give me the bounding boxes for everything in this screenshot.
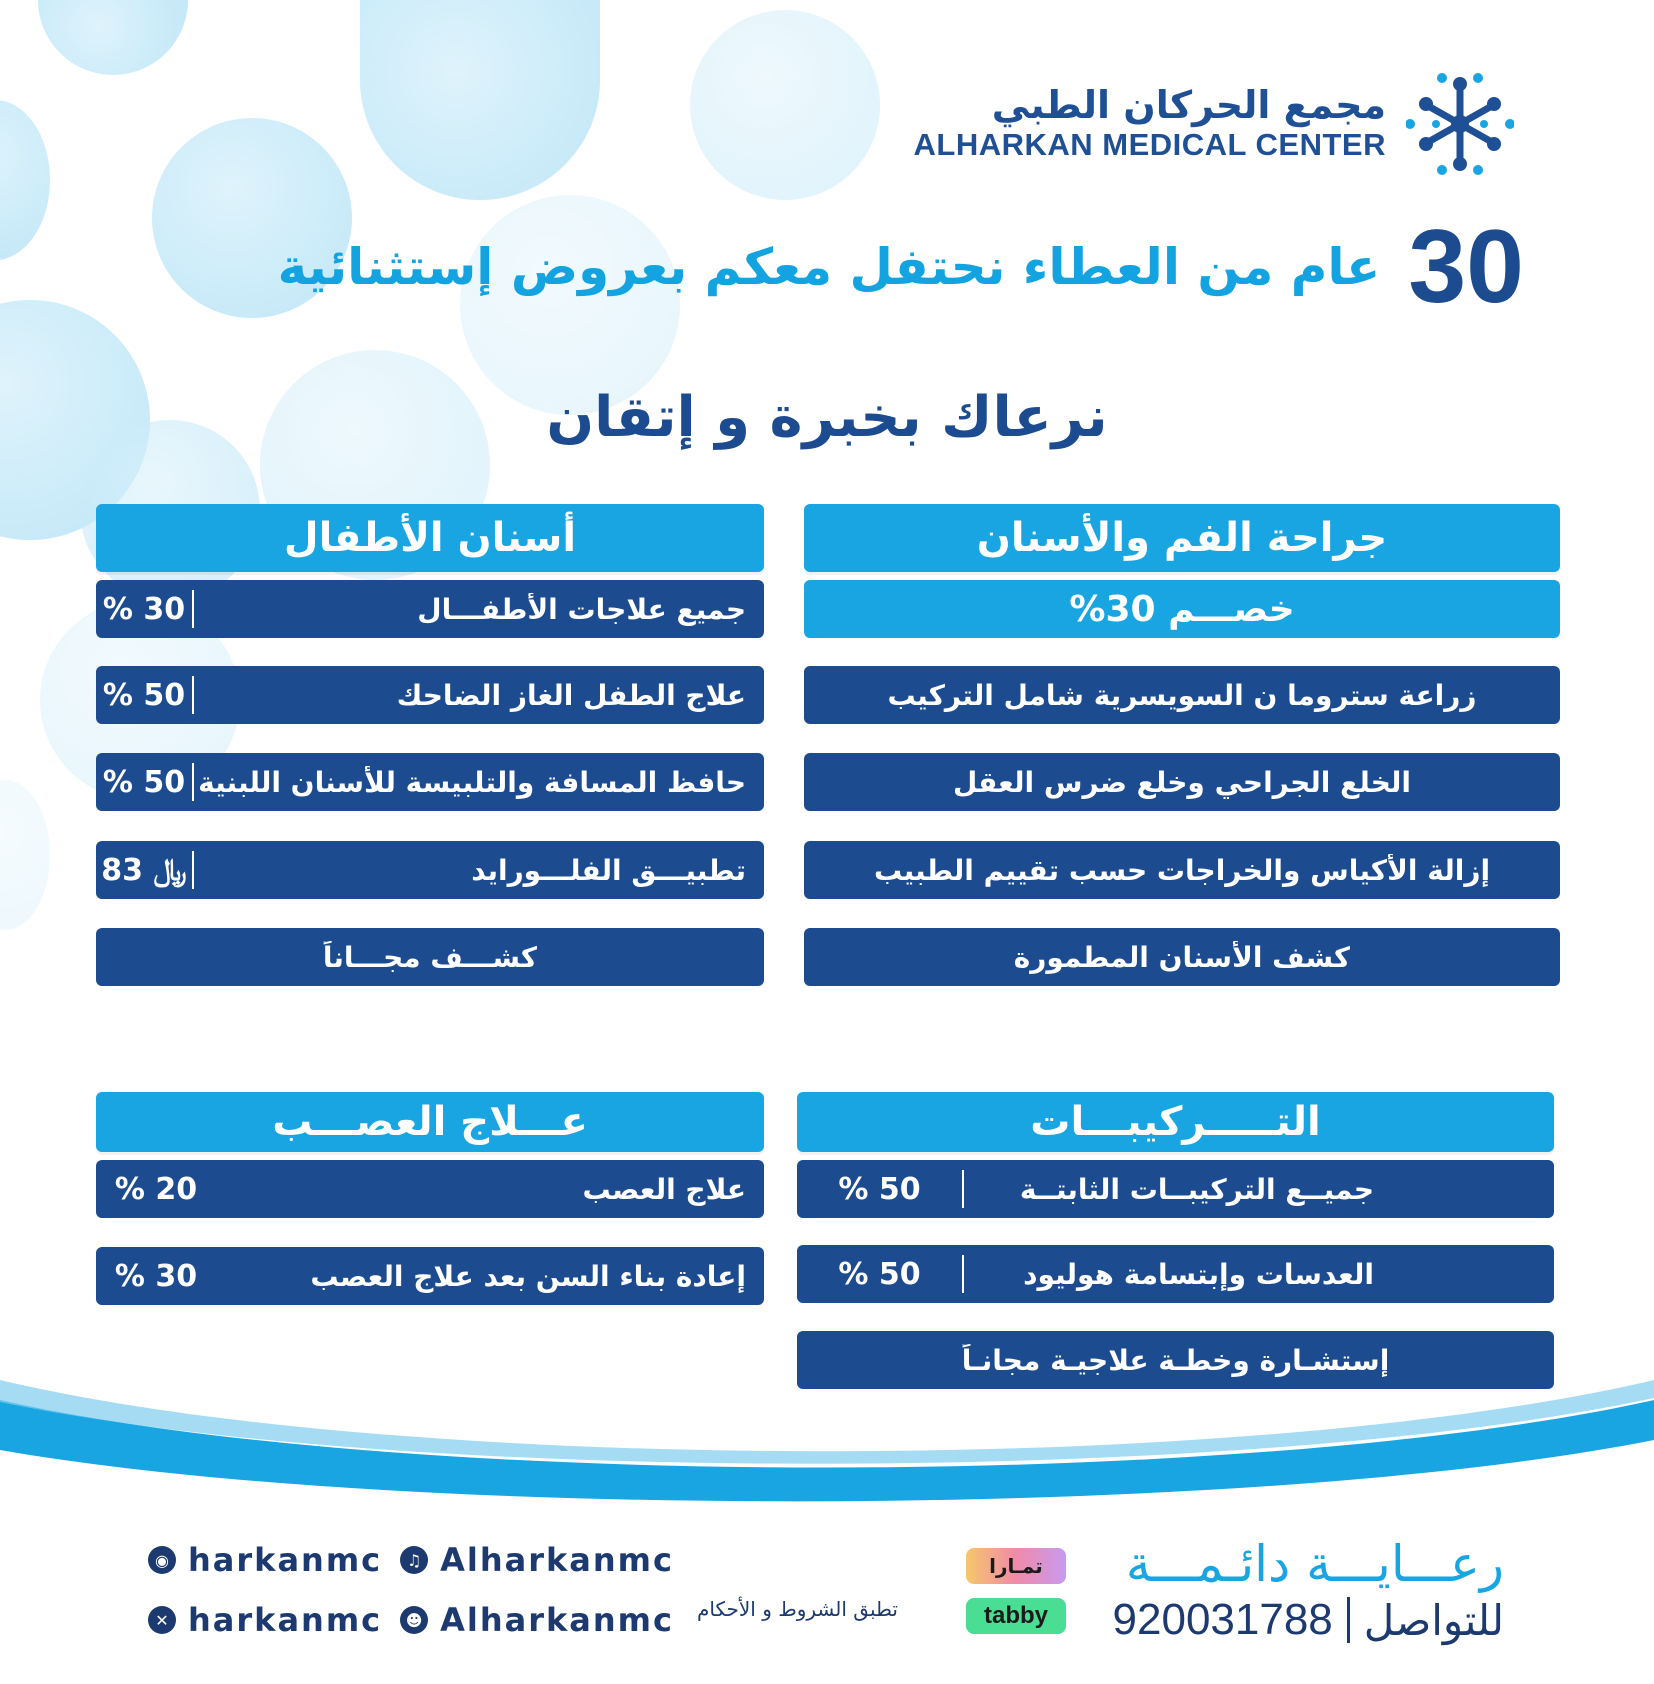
item-label: الخلع الجراحي وخلع ضرس العقل xyxy=(953,765,1411,799)
item-label: إستشـارة وخطـة علاجيـة مجانـاً xyxy=(961,1343,1390,1377)
x-icon: ✕ xyxy=(148,1606,176,1634)
list-item xyxy=(804,841,1560,899)
social-snapchat[interactable] xyxy=(400,1590,674,1650)
list-item xyxy=(797,1245,1554,1303)
section-title: التـــــركيبـــات xyxy=(797,1092,1554,1152)
item-label: إزالة الأكياس والخراجات حسب تقييم الطبيب xyxy=(873,853,1491,887)
tabby-label: tabby xyxy=(983,1602,1048,1629)
list-item xyxy=(797,1160,1554,1218)
social-handle: harkanmc xyxy=(188,1541,383,1579)
item-label: جميــع التركيبــات الثابتــة xyxy=(1019,1172,1374,1206)
headline-text: عام من العطاء نحتفل معكم بعروض إستثنائية xyxy=(277,238,1381,296)
list-item xyxy=(804,666,1560,724)
brand-name-en: ALHARKAN MEDICAL CENTER xyxy=(913,126,1386,162)
discount-text: خصـــم 30% xyxy=(1069,588,1295,630)
item-label: جميع علاجات الأطفـــال xyxy=(417,592,746,626)
bubble-decoration xyxy=(0,780,50,930)
brand-wordmark xyxy=(914,85,1386,163)
brand-name-ar: مجمع الحركان الطبي xyxy=(991,83,1386,128)
item-value: % 20 xyxy=(114,1171,198,1207)
item-label: تطبيـــق الفلـــورايد xyxy=(471,853,746,887)
social-links xyxy=(148,1530,674,1650)
item-value: % 30 xyxy=(102,591,186,627)
tabby-badge xyxy=(966,1598,1066,1634)
free-exam-item xyxy=(96,928,764,986)
item-value: % 50 xyxy=(102,677,186,713)
divider xyxy=(192,851,194,889)
wave-decoration xyxy=(0,1380,1654,1520)
bubble-decoration xyxy=(0,100,50,260)
list-item xyxy=(96,1247,764,1305)
divider xyxy=(1347,1597,1350,1643)
social-x[interactable] xyxy=(148,1590,382,1650)
item-value: % 30 xyxy=(114,1258,198,1294)
list-item xyxy=(96,580,764,638)
section-title: عـــلاج العصـــب xyxy=(96,1092,764,1152)
contact-block xyxy=(1113,1595,1504,1645)
item-label: حافظ المسافة والتلبيسة للأسنان اللبنية xyxy=(198,765,746,799)
tagline: رعـــايـــة دائـمـــة xyxy=(1125,1535,1504,1593)
social-handle: Alharkanmc xyxy=(440,1541,674,1579)
divider xyxy=(192,763,194,801)
item-value: % 50 xyxy=(838,1256,921,1292)
divider xyxy=(962,1170,964,1208)
tiktok-icon: ♫ xyxy=(400,1546,428,1574)
tamara-label: تمـارا xyxy=(989,1554,1043,1578)
discount-banner xyxy=(804,580,1560,638)
snapchat-icon: ☻ xyxy=(400,1606,428,1634)
terms-note: تطبق الشروط و الأحكام xyxy=(697,1597,898,1621)
divider xyxy=(192,590,194,628)
section-prosthetics xyxy=(797,1092,1554,1392)
item-label: العدسات وإبتسامة هوليود xyxy=(1023,1257,1374,1291)
contact-label: للتواصل xyxy=(1363,1595,1504,1645)
headline xyxy=(277,209,1524,325)
item-label: إعادة بناء السن بعد علاج العصب xyxy=(310,1259,746,1293)
social-tiktok[interactable] xyxy=(400,1530,674,1590)
list-item xyxy=(96,1160,764,1218)
bubble-decoration xyxy=(38,0,188,75)
list-item xyxy=(804,928,1560,986)
list-item xyxy=(96,753,764,811)
tamara-badge xyxy=(966,1548,1066,1584)
item-label: كشـــف مجـــاناً xyxy=(322,940,538,974)
divider xyxy=(962,1255,964,1293)
headline-number: 30 xyxy=(1408,209,1524,325)
item-value: % 50 xyxy=(102,764,186,800)
section-pediatric xyxy=(96,504,764,989)
section-title: أسنان الأطفال xyxy=(96,504,764,572)
social-handle: harkanmc xyxy=(188,1601,383,1639)
item-label: كشف الأسنان المطمورة xyxy=(1013,940,1351,974)
list-item xyxy=(96,666,764,724)
item-value: 83 ﷼ xyxy=(101,852,187,888)
section-oral-surgery xyxy=(804,504,1560,989)
social-handle: Alharkanmc xyxy=(440,1601,674,1639)
divider xyxy=(192,676,194,714)
item-value: % 50 xyxy=(838,1171,921,1207)
list-item xyxy=(804,753,1560,811)
molecule-logo-icon xyxy=(1406,70,1514,178)
bubble-decoration xyxy=(360,0,600,200)
item-label: زراعة ستروما ن السويسرية شامل التركيب xyxy=(887,678,1477,712)
social-instagram[interactable] xyxy=(148,1530,382,1590)
section-title: جراحة الفم والأسنان xyxy=(804,504,1560,572)
item-label: علاج العصب xyxy=(582,1172,746,1206)
list-item xyxy=(96,841,764,899)
bubble-decoration xyxy=(690,10,880,200)
instagram-icon: ◉ xyxy=(148,1546,176,1574)
brand-logo xyxy=(914,70,1514,178)
item-label: علاج الطفل الغاز الضاحك xyxy=(396,678,746,712)
subheadline: نرعاك بخبرة و إتقان xyxy=(546,385,1108,450)
section-root-canal xyxy=(96,1092,764,1312)
phone-number[interactable]: 920031788 xyxy=(1112,1595,1333,1644)
